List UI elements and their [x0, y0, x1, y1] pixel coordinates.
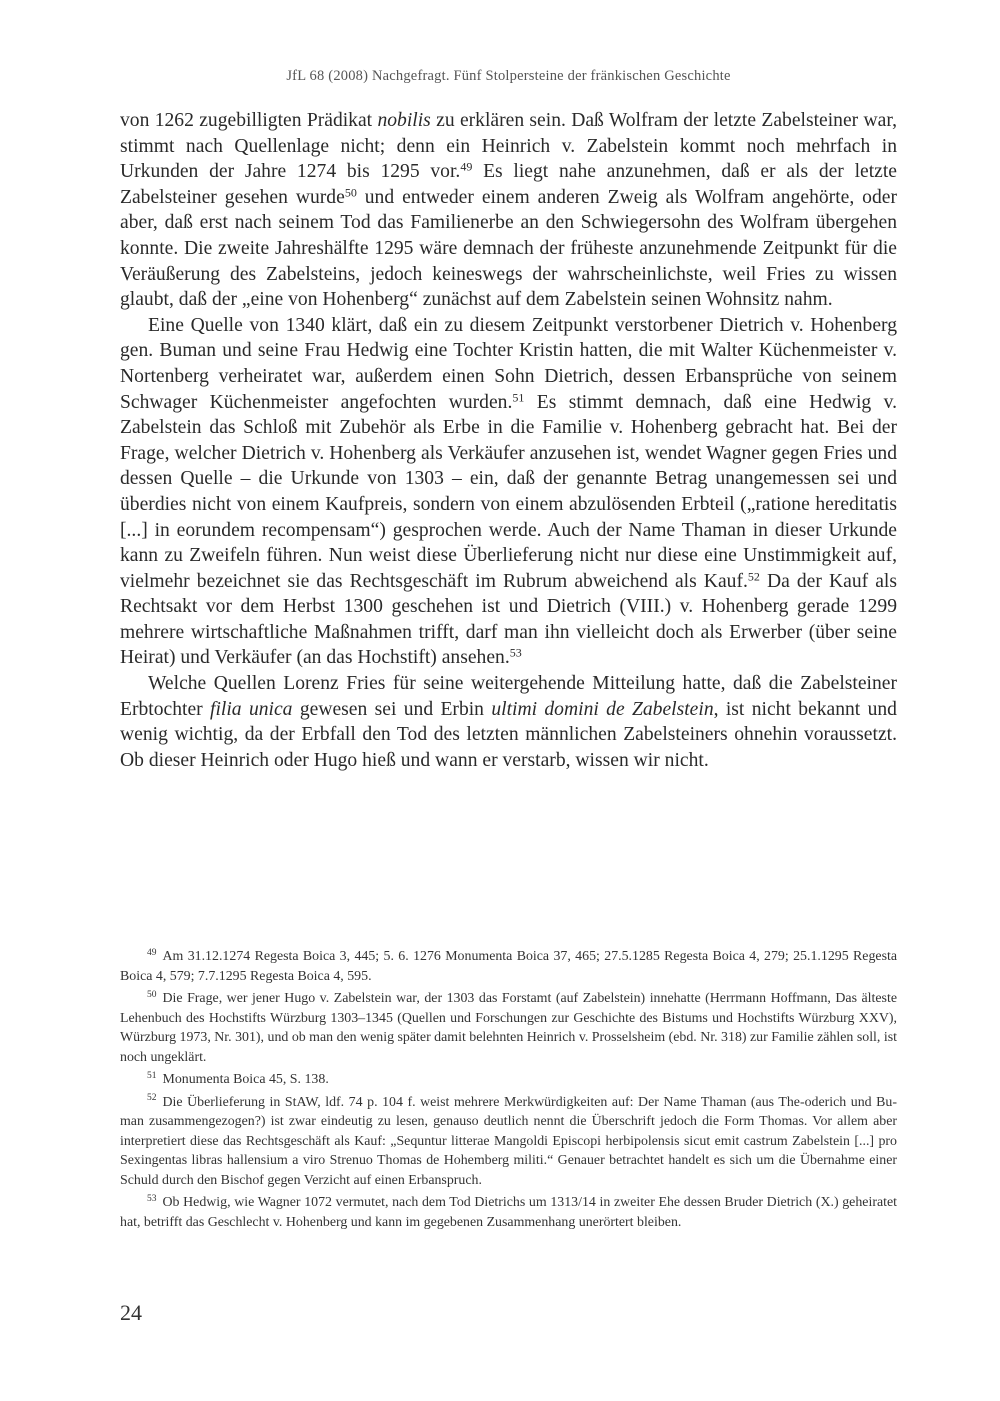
running-head: JfL 68 (2008) Nachgefragt. Fünf Stolpersteine der fränkischen Geschichte [286, 68, 731, 84]
footnote [120, 989, 897, 1067]
footnote-text: Die Frage, wer jener Hugo v. Zabelstein war, der 1303 das Forstamt (auf Zabelstein) innehatte (Herrmann Hoffmann, Das älteste Lehenbuch des Hochstifts Würzburg 1303–1345 (Quellen und Forschungen zur Geschichte des Bistums und Hochstifts Würzburg XXV), Würzburg 1973, Nr. 301), und ob man den wenig später damit belehnten Heinrich v. Prosselsheim (ebd. Nr. 318) zur Familie zählen soll, ist noch ungeklärt. [120, 991, 897, 1065]
footnote-number: 50 [147, 989, 157, 1000]
footnote-ref-49[interactable]: 49 [460, 159, 473, 174]
footnote [120, 947, 897, 986]
footnote-ref-51[interactable]: 51 [512, 389, 525, 404]
footnote [120, 1093, 897, 1191]
text-run: zu erklären sein. Daß Wolfram der letzte Zabelsteiner war, stimmt nach Quellenlage nicht; denn ein Heinrich v. Zabelstein kommt noch mehrfach in Urkunden der Jahre 1274 bis 1295 vor. [120, 110, 898, 183]
footnote-text: Ob Hedwig, wie Wagner 1072 vermutet, nach dem Tod Dietrichs um 1313/14 in zweiter Ehe dessen Bruder Dietrich (X.) geheiratet hat, betrifft das Geschlecht v. Hohenberg und kann im gegebenen Zusammenhang unerörtert bleiben. [120, 1195, 897, 1230]
footnotes [120, 947, 897, 1235]
text-run: Da der Kauf als Rechtsakt vor dem Herbst 1300 geschehen ist und Dietrich (VIII.) v. Hohenberg gerade 1299 mehrere wirtschaftliche Maßnahmen trifft, darf man ihn vielleicht doch als Erwerber (über seine Heirat) und Verkäufer (an das Hochstift) ansehen. [120, 570, 897, 669]
text-run: Eine Quelle von 1340 klärt, daß ein zu diesem Zeitpunkt verstorbener Dietrich v. Hohenberg gen. Buman und seine Frau Hedwig eine Tochter Kristin hatten, die mit Walter Küchenmeister v. Nortenberg verheiratet war, außerdem einen Sohn Dietrich, dessen Erbansprüche von seinem Schwager Küchenmeister angefochten wurden. [120, 314, 897, 413]
text-run: und entweder einem anderen Zweig als Wolfram angehörte, oder aber, daß erst nach seinem Tod das Familienerbe an den Schwiegersohn des Wolfram übergehen konnte. Die zweite Jahreshälfte 1295 wäre demnach der früheste anzunehmende Zeitpunkt für die Veräußerung des Zabelsteins, jedoch keineswegs der wahrscheinlichste, weil Fries zu wissen glaubt, daß der „eine von Hohenberg“ zunächst auf dem Zabelstein seinen Wohnsitz nahm. [120, 186, 897, 311]
footnote [120, 1070, 897, 1090]
text-run: von 1262 zugebilligten Prädikat [120, 110, 378, 131]
footnote-ref-52[interactable]: 52 [747, 569, 760, 584]
paragraph-2 [120, 313, 897, 671]
page-number: 24 [120, 1300, 142, 1325]
paragraph-1 [120, 108, 897, 313]
text-run: Es liegt nahe anzunehmen, daß er als der letzte Zabelsteiner gesehen wurde [120, 161, 897, 208]
paragraph-3 [120, 671, 897, 773]
text-run: Welche Quellen Lorenz Fries für seine weitergehende Mitteilung hatte, daß die Zabelsteiner Erbtochter [120, 673, 897, 720]
footnote-ref-53[interactable]: 53 [509, 645, 522, 660]
footnote-number: 53 [147, 1193, 157, 1204]
footnote-text: Am 31.12.1274 Regesta Boica 3, 445; 5. 6. 1276 Monumenta Boica 37, 465; 27.5.1285 Regesta Boica 4, 279; 25.1.1295 Regesta Boica 4, 579; 7.7.1295 Regesta Boica 4, 595. [120, 949, 897, 984]
footnote-number: 51 [147, 1070, 157, 1081]
text-run: , ist nicht bekannt und wenig wichtig, da der Erbfall den Tod des letzten männlichen Zabelsteiners ohnehin voraussetzt. Ob dieser Heinrich oder Hugo hieß und wann er verstarb, wissen wir nicht. [120, 698, 897, 771]
footnote-text: Die Überlieferung in StAW, ldf. 74 p. 104 f. weist mehrere Merkwürdigkeiten auf: Der Name Thaman (aus The-oderich und Bu-man zusammengezogen?) ist zwar eindeutig zu lesen, genauso deutlich nennt die Überschrift jedoch die Form Thomas. Vor allem aber interpretiert diese das Rechtsgeschäft als Kauf: „Sequntur litterae Mangoldi Episcopi herbipolensis sicut emit castrum Zabelstein [...] pro Sexingentas libras hallensium a viro Strenuo Thomas de Hohemberg militi.“ Genauer betrachtet handelt es sich um die Übernahme einer Schuld durch den Bischof gegen Verzicht auf einen Erbanspruch. [120, 1094, 897, 1188]
footnote-ref-50[interactable]: 50 [344, 185, 357, 200]
footnote [120, 1193, 897, 1232]
italic-term: nobilis [377, 110, 431, 131]
text-run: Es stimmt demnach, daß eine Hedwig v. Zabelstein das Schloß mit Zubehör als Erbe in die Familie v. Hohenberg gebracht hat. Bei der Frage, welcher Dietrich v. Hohenberg als Verkäufer anzusehen ist, wendet Wagner gegen Fries und dessen Quelle – die Urkunde von 1303 – ein, daß der genannte Betrag unangemessen sei und überdies nicht von einem Kaufpreis, sondern von einem abzulösenden Erbteil („ratione hereditatis [...] in eorundem recompensam“) gesprochen werde. Auch der Name Thaman in dieser Urkunde kann zu Zweifeln führen. Nun weist diese Überlieferung nicht nur diese eine Unstimmigkeit auf, vielmehr bezeichnet sie das Rechtsgeschäft im Rubrum abweichend als Kauf. [120, 391, 897, 592]
footnote-number: 52 [147, 1093, 157, 1104]
italic-term: ultimi domini de Zabelstein [491, 698, 714, 720]
text-run: gewesen sei und Erbin [292, 698, 492, 720]
italic-term: filia unica [210, 698, 293, 720]
footnote-number: 49 [147, 947, 157, 958]
main-text [120, 108, 897, 773]
footnote-text: Monumenta Boica 45, S. 138. [162, 1072, 329, 1087]
